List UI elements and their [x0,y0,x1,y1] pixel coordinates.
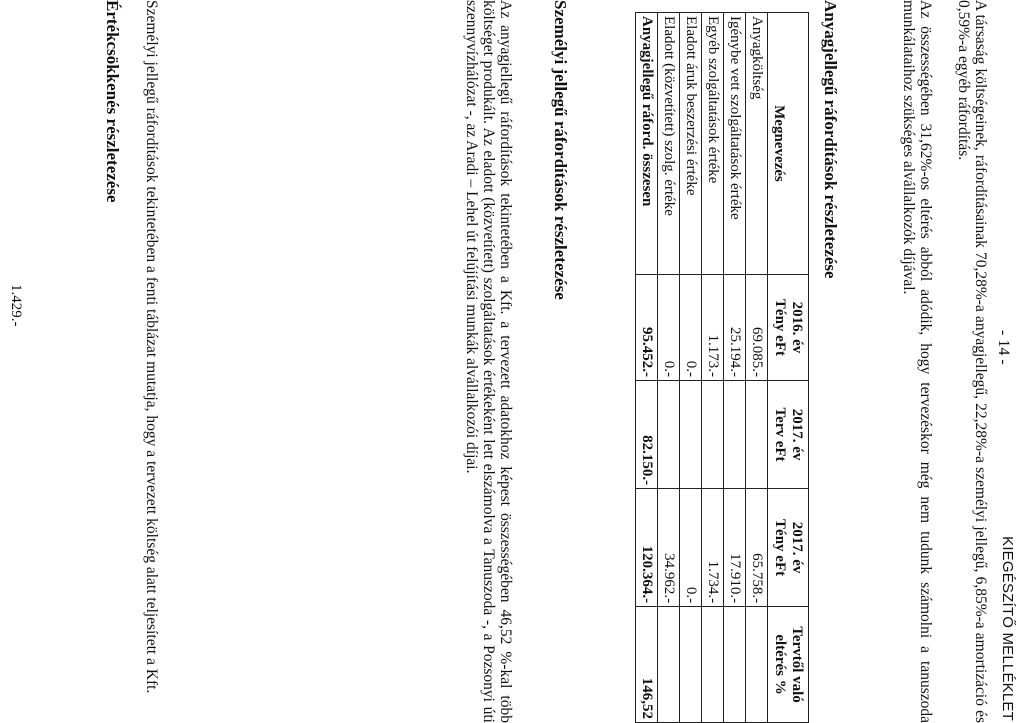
cell-value: 1.173.- [702,274,724,380]
personnel-costs-paragraph: Személyi jellegű ráfordítások tekintetében a fenti táblázat mutatja, hogy a tervezett költség alatt teljesített a Kft. [143,0,160,694]
cell-value: 65.758.- [746,489,768,607]
cell-value [658,381,680,489]
section-title-depreciation: Értékcsökkenés részletezése [103,0,122,203]
cell-value [746,381,768,489]
table-header-row [768,13,809,723]
header-2016-actual [768,274,809,380]
cell-value: 0.- [680,274,702,380]
table-row [702,13,724,723]
cell-value [724,381,746,489]
total-value: 120.364.- [636,489,658,607]
table-row [680,13,702,723]
table-row [724,13,746,723]
section-title-personnel: Személyi jellegű ráfordítások részletezése [551,0,570,300]
intro-paragraph-1: A társaság költségeinek, ráfordításainak 70,28%-a anyagjellegű, 22,28%-a személyi jellegű, 6,85%-a amortizáció és 0,59%-a egyéb ráfordítás. [955,0,989,723]
header-name: Megnevezés [768,13,809,275]
total-value: 146,52 [636,607,658,723]
cell-value: 1.734.- [702,489,724,607]
cell-value: 25.194.- [724,274,746,380]
header-deviation [768,607,809,723]
cell-value: 69.085.- [746,274,768,380]
material-costs-table [635,12,809,723]
table-row [746,13,768,723]
material-costs-paragraph: Az anyagjellegű ráfordítások tekintetében a Kft. a tervezett adatokhoz képest összességében 46,52 %-kal több költséget produkált. Az eladott (közvetített) szolgáltatások értékeként lett elszámolva a Tanuszoda -, a Pozsonyi úti szennyvízhálózat -, az Aradi – Lehel út felújítási munkák alvállalkozói díjai. [463,0,514,723]
cell-value [724,607,746,723]
header-text: 2017. év Tény eFt [772,519,805,577]
cell-value: 34.962.- [658,489,680,607]
cell-value [680,607,702,723]
cell-value: 17.910.- [724,489,746,607]
section-title-material: Anyagjellegű ráfordítások részletezése [821,0,840,279]
row-label: Eladott (közvetített) szolg. értéke [658,13,680,275]
cell-value [702,381,724,489]
row-label: Eladott áruk beszerzési értéke [680,13,702,275]
intro-paragraph-2: Az összességében 31,62%-os eltérés abból adódik, hogy tervezéskor még nem tudunk számolni a tanuszoda munkálataihoz szükséges alvállalkozók díjával. [900,0,934,723]
row-label: Anyagköltség [746,13,768,275]
header-2017-plan [768,381,809,489]
cell-value [702,607,724,723]
cell-value [680,381,702,489]
header-text: Tervtől való eltérés % [772,626,805,703]
cell-value: 0.- [658,274,680,380]
header-text: 2016. év Tény eFt [772,298,805,356]
page-number: - 14 - [995,330,1012,365]
row-label: Igénybe vett szolgáltatások értéke [724,13,746,275]
cell-value [658,607,680,723]
cell-value [746,607,768,723]
row-label: Egyéb szolgáltatások értéke [702,13,724,275]
header-text: 2017. év Terv eFt [772,407,805,462]
table-row [658,13,680,723]
total-label: Anyagjellegű ráford. összesen [636,13,658,275]
table-total-row [636,13,658,723]
trailing-value: 1.429.- [8,284,24,327]
header-2017-actual [768,489,809,607]
total-value: 82.150.- [636,381,658,489]
document-header: KIEGÉSZÍTŐ MELLÉKLET [999,536,1016,721]
cell-value: 0.- [680,489,702,607]
total-value: 95.452.- [636,274,658,380]
